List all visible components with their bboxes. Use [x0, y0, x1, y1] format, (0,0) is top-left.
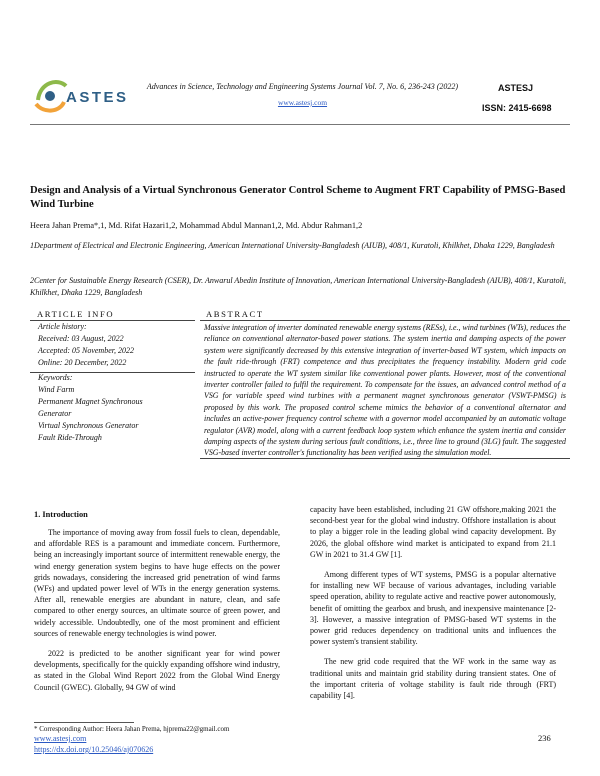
online-date: Online: 20 December, 2022 — [38, 358, 127, 367]
accepted-date: Accepted: 05 November, 2022 — [38, 346, 134, 355]
body-paragraph: Among different types of WT systems, PMSG is a popular alternative for installing new WF because of various advantages, including variable speed operation, ability to regulate active and reactive power autonomously, benefit of omitting the gearbox and brush, and inexpensive maintenance [2-3]. However, a massive integration of PMSG-based WT systems in the power grid reduces dependency on traditional units and influences the power system's transient stability. — [310, 570, 556, 647]
journal-url-link[interactable]: www.astesj.com — [277, 98, 328, 107]
paper-title: Design and Analysis of a Virtual Synchronous Generator Control Scheme to Augment FRT Capability of PMSG-Based Wind Turbine — [30, 185, 566, 210]
article-info-heading: ARTICLE INFO — [37, 309, 115, 319]
body-paragraph: The new grid code required that the WF work in the same way as traditional units and maintain grid stability during transient states. One of the important criteria of voltage stability is fault ride through (FRT) capability [4]. — [310, 657, 556, 701]
journal-logo — [30, 70, 140, 120]
keyword-item: Virtual Synchronous Generator — [38, 421, 139, 430]
keyword-item: Fault Ride-Through — [38, 433, 102, 442]
keyword-item: Permanent Magnet Synchronous — [38, 397, 143, 406]
affiliation-1: 1Department of Electrical and Electronic Engineering, American International University-Bangladesh (AIUB), 408/1, Kuratoli, Khilkhet, Dhaka 1229, Bangladesh — [30, 241, 555, 250]
body-paragraph: 2022 is predicted to be another significant year for wind power developments, specifically for the quickly expanding offshore wind industry, as stated in the Global Wind Report 2022 from the Global Wind Energy Council (GWEC). Globally, 94 GW of wind — [34, 649, 280, 692]
paper-authors: Heera Jahan Prema*,1, Md. Rifat Hazari1,2, Mohammad Abdul Mannan1,2, Md. Abdur Rahman1,2 — [30, 221, 363, 230]
body-paragraph: capacity have been established, including 21 GW offshore,making 2021 the second-best year for the global wind industry. Offshore installation is about to play a bigger role in the leading global wind capacity development. By 2026, the global offshore wind market is anticipated to expand from 21.1 GW in 2021 to 31.4 GW [1]. — [310, 505, 556, 559]
affiliation-2: 2Center for Sustainable Energy Research (CSER), Dr. Anwarul Abedin Institute of Innovation, American International University-Bangladesh (AIUB), 408/1, Kuratoli, Khilkhet, Dhaka 1229, Bangladesh — [30, 276, 567, 297]
received-date: Received: 03 August, 2022 — [38, 334, 124, 343]
abstract-heading: ABSTRACT — [206, 309, 264, 319]
page-number: 236 — [538, 733, 551, 743]
header-divider — [30, 124, 570, 125]
article-history — [30, 321, 195, 371]
body-column-right — [310, 504, 556, 710]
footnote-rule — [34, 722, 134, 723]
abstract-rule-bottom — [200, 458, 570, 459]
journal-short-name: ASTESJ — [498, 83, 534, 93]
keyword-item: Wind Farm — [38, 385, 75, 394]
history-label: Article history: — [38, 322, 87, 331]
footer-url-link[interactable]: www.astesj.com — [34, 734, 87, 743]
keywords-block — [30, 372, 195, 444]
abstract-rule-top — [200, 320, 570, 321]
logo-wordmark: ASTES — [66, 89, 129, 106]
journal-issn: ISSN: 2415-6698 — [482, 103, 552, 113]
keywords-label: Keywords: — [38, 373, 73, 382]
abstract-text: Massive integration of inverter dominated renewable energy systems (RESs), i.e., wind turbines (WTs), reduces the reliance on conventional alternator-based power stations. The system inertia and damping aspects of the power system were significantly decreased by this extensive integration of inverter-based WT system, which impacts on the fault ride-through (FRT) competence and thus precipitates the frequency instability. Modern grid code instructed to operate the WT system similar like conventional power plants. However, most of the conventional inverter controller failed to fulfil the requirement. To compensate for the issues, an advanced control method of a VSG for variable speed wind turbines with a permanent magnet synchronous generator (VSWT-PMSG) is proposed by this work. The proposed control scheme mimics the behavior of a conventional alternator and includes an active-power frequency control scheme with a governor model accompanied by an automatic voltage regulator (AVR) model, along with a current feedback loop system which enhance the system inertia and consider damping aspects of the system during serious fault conditions, i.e., three line to ground (3LG) fault. The suggested VSG-based inverter controller's functionality has been verified using the simulation model. — [204, 323, 566, 458]
keyword-item: Generator — [38, 409, 72, 418]
corresponding-author-note: * Corresponding Author: Heera Jahan Prema, hjprema22@gmail.com — [34, 725, 230, 733]
doi-link[interactable]: https://dx.doi.org/10.25046/aj070626 — [34, 745, 154, 754]
journal-citation: Advances in Science, Technology and Engineering Systems Journal Vol. 7, No. 6, 236-243 (2022) — [146, 82, 459, 91]
body-paragraph: The importance of moving away from fossil fuels to clean, dependable, and affordable RES is a paramount and immediate concern. Furthermore, being an increasingly important source of intermittent renewable energy, the wind energy generation system begins to have huge effects on the power grids nowadays, considering the increased grid penetration of wind farms (WFs) and updated power level of WTs in the energy generation systems. After all, renewable energies are abundant in nature, clean, and safe compared to other energy sources, an ultimate source of green power, and widely accessible. Undoubtedly, one of the most prominent and efficient sources of renewable energy technologies is wind power. — [34, 528, 280, 638]
section-heading-introduction: 1. Introduction — [34, 510, 88, 519]
body-column-left — [34, 527, 280, 702]
